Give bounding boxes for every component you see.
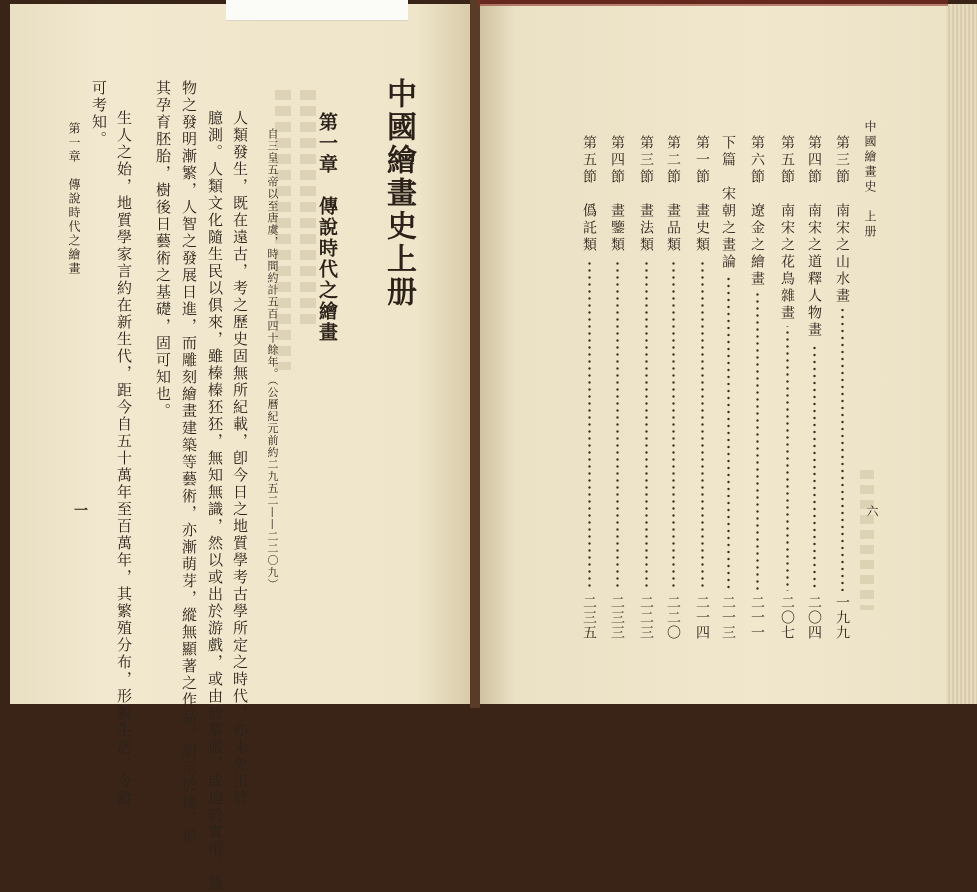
toc-entry-page: 二一一 [749,595,765,640]
toc-leader-dots [588,258,591,591]
toc-entry-label: 第一節 畫史類 [694,135,710,254]
toc-entry-page: 二二三 [638,595,654,640]
toc-entry [719,135,737,640]
toc-leader-dots [841,309,844,591]
toc-entry-page: 二三三 [609,595,625,640]
toc-leader-dots [616,258,619,591]
toc-entry-page: 二一四 [694,595,710,640]
toc-entry-label: 第三節 南宋之山水畫 [834,135,850,305]
toc-entry-label: 第四節 南宋之道釋人物畫 [806,135,822,339]
body-column: 人類發生，既在遠古，考之歷史固無所紀載，卽今日之地質學考古學所定之時代，亦未免出於 [231,110,249,807]
toc-entry-page: 二二〇 [665,595,681,640]
toc-entry-label: 第三節 畫法類 [638,135,654,254]
body-column: 可考知。 [90,80,108,148]
toc-entry [833,135,851,640]
toc-entry [778,135,796,640]
toc-entry-label: 第五節 僞託類 [581,135,597,254]
body-column: 生人之始，地質學家言約在新生代，距今自五十萬年至百萬年，其繁殖分布，形貌生活，今蹤 [115,110,133,807]
toc-entry-page: 二三五 [581,595,597,640]
page-edges [946,4,977,704]
toc-leader-dots [786,326,789,591]
toc-entry [748,135,766,640]
toc-entry-label: 下篇 宋朝之畫論 [720,135,736,271]
running-head-right: 中國繪畫史 上册 [863,120,877,240]
toc-entry [664,135,682,640]
toc-leader-dots [672,258,675,591]
toc-leader-dots [756,292,759,591]
toc-leader-dots [727,275,730,591]
toc-entry-label: 第二節 畫品類 [665,135,681,254]
right-book-page [478,4,946,704]
toc-entry-page: 二〇七 [779,595,795,640]
toc-entry-label: 第六節 遼金之繪畫 [749,135,765,288]
body-column: 臆測。人類文化隨生民以俱來，雖榛榛狉狉，無知無識，然以或出於游戲，或由於摹倣，或迫於實用，器 [206,110,224,892]
toc-entry [693,135,711,640]
toc-leader-dots [701,258,704,591]
toc-entry-page: 一九九 [834,595,850,640]
toc-leader-dots [813,343,816,591]
book-gutter [470,0,480,708]
body-column: 其孕育胚胎，樹後日藝術之基礎，固可知也。 [154,80,172,420]
page-marker-right: 六 [865,505,879,517]
body-column: 物之發明漸繁，人智之發展日進，而雕刻繪畫建築等藝術，亦漸萌芽，縱無顯著之作品，詔示於後，但 [180,80,198,845]
chapter-heading: 第一章 傳說時代之繪畫 [316,112,338,343]
toc-entry [637,135,655,640]
paper-sticker [226,0,408,21]
toc-leader-dots [645,258,648,591]
show-through-decoration [860,470,874,610]
page-number-left: 一 [72,503,88,517]
toc-entry-label: 第五節 南宋之花鳥雜畫 [779,135,795,322]
cover-edge [478,0,948,6]
book-title: 中國繪畫史上册 [381,78,416,309]
chapter-note: 自三皇五帝以至唐虞，時間約計五百四十餘年。（公曆紀元前約二九五二——二二〇九） [266,128,279,591]
running-head-left: 第一章 傳說時代之繪畫 [67,122,81,276]
toc-entry-page: 二一三 [720,595,736,640]
toc-entry [580,135,598,640]
toc-entry-label: 第四節 畫鑒類 [609,135,625,254]
toc-entry-page: 二〇四 [806,595,822,640]
toc-entry [805,135,823,640]
toc-entry [608,135,626,640]
